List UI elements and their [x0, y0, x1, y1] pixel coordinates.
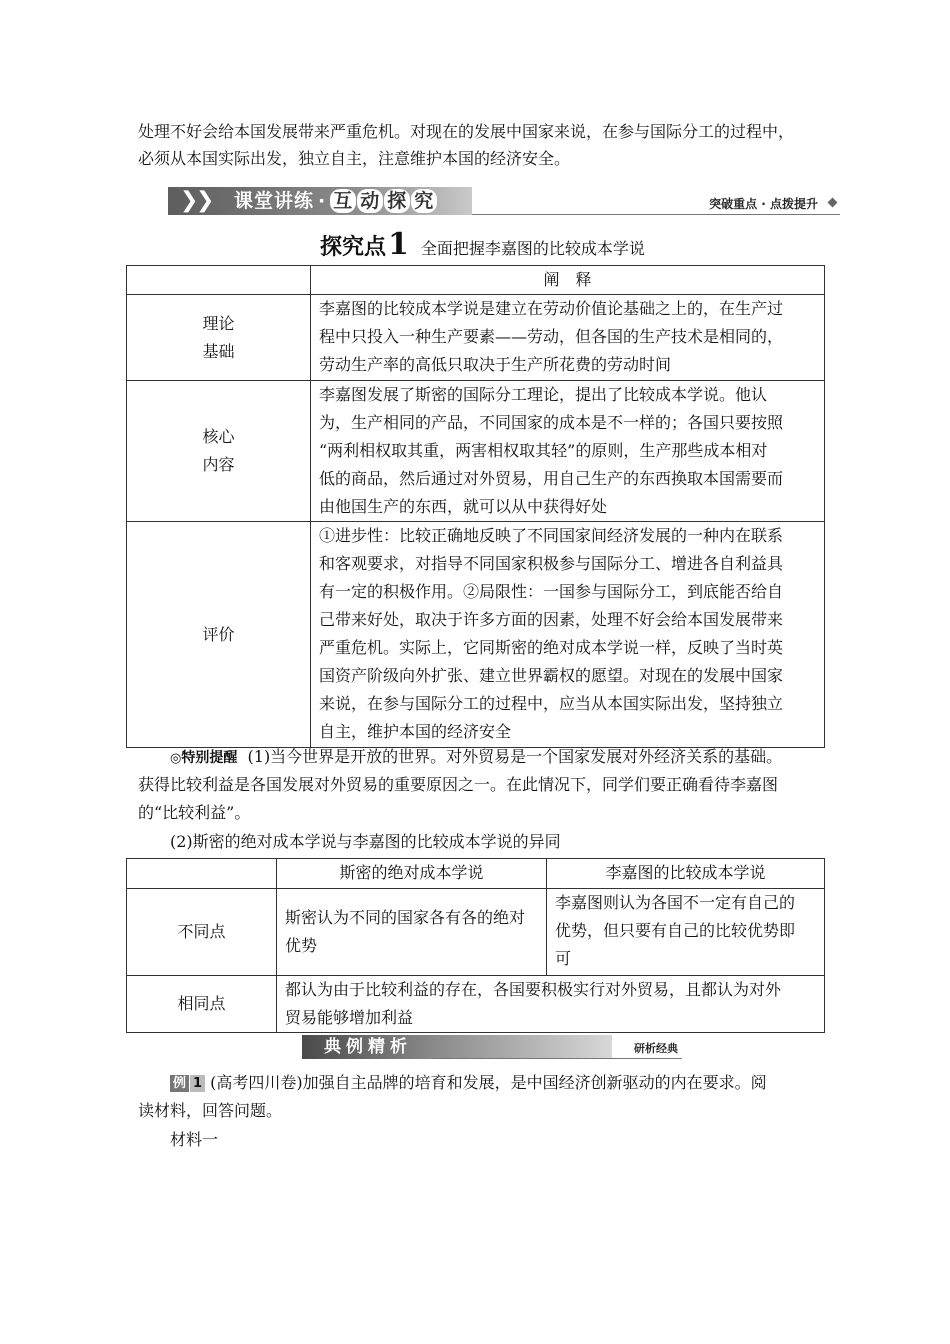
row-label: 评价 [127, 522, 311, 748]
banner-title [234, 189, 438, 213]
row-content: 李嘉图的比较成本学说是建立在劳动价值论基础之上的，在生产过 程中只投入一种生产要素——劳动，但各国的生产技术是相同的， 劳动生产率的高低只取决于生产所花费的劳动时间 [311, 295, 825, 381]
banner-boxed-char: 互 [330, 189, 356, 213]
reminder-line-4: (2)斯密的绝对成本学说与李嘉图的比较成本学说的异同 [170, 832, 561, 851]
table-header: 阐 释 [311, 266, 825, 295]
row-label: 理论 基础 [127, 295, 311, 381]
example-banner [302, 1035, 682, 1059]
table-row [127, 522, 825, 748]
column-header-smith: 斯密的绝对成本学说 [277, 859, 547, 889]
banner-rule [472, 214, 840, 215]
table-row [127, 889, 825, 976]
intro-line-2: 必须从本国实际出发，独立自主，注意维护本国的经济安全。 [138, 149, 571, 168]
chevron-right-icon: ❯ [196, 188, 215, 213]
cell-ricardo: 李嘉图则认为各国不一定有自己的 优势，但只要有自己的比较优势即 可 [547, 889, 825, 976]
reminder-line-1 [170, 744, 782, 772]
comparison-table [126, 858, 825, 1033]
example-line-1 [170, 1070, 767, 1096]
cell-same: 都认为由于比较利益的存在，各国要积极实行对外贸易，且都认为对外 贸易能够增加利益 [277, 976, 825, 1033]
table-header-empty [127, 266, 311, 295]
banner-separator: · [318, 190, 327, 212]
banner-title-main: 课堂讲练 [234, 190, 315, 212]
reminder-line-3: 的“比较利益”。 [138, 803, 251, 822]
intro-line-1: 处理不好会给本国发展带来严重危机。对现在的发展中国家来说，在参与国际分工的过程中， [138, 122, 795, 141]
reminder-text: (1)当今世界是开放的世界。对外贸易是一个国家发展对外经济关系的基础。 [247, 747, 783, 766]
example-text: (高考四川卷)加强自主品牌的培育和发展，是中国经济创新驱动的内在要求。阅 [210, 1073, 767, 1092]
banner-boxed-char: 究 [411, 189, 437, 213]
theory-table [126, 265, 825, 748]
section-heading [320, 227, 645, 262]
example-tag: 例 [170, 1075, 189, 1092]
example-number: 1 [190, 1075, 205, 1092]
section-label: 探究点 [320, 235, 387, 260]
reminder-label: 特别提醒 [181, 750, 238, 766]
reminder-line-2: 获得比较利益是各国发展对外贸易的重要原因之一。在此情况下，同学们要正确看待李嘉图 [138, 775, 779, 794]
chevron-right-icon: ❯ [180, 188, 199, 213]
example-line-3: 材料一 [170, 1130, 219, 1149]
row-content: ①进步性：比较正确地反映了不同国家间经济发展的一种内在联系 和客观要求，对指导不同国家积极参与国际分工、增进各自利益具 有一定的积极作用。②局限性：一国参与国际分工，到底能否给自 己带来好处，取决于许多方面的因素，处理不好会给本国发展带来 严重危机。实际上，它同斯密的绝对成本学说一样，反映了当时英 国资产阶级向外扩张、建立世界霸权的愿望。对现在的发展中国家 来说，在参与国际分工的过程中，应当从本国实际出发，坚持独立 自主，维护本国的经济安全 [311, 522, 825, 748]
banner-rule [432, 1058, 682, 1059]
banner-subtitle: 突破重点 · 点拨提升 [709, 197, 818, 211]
cell-smith: 斯密认为不同的国家各有各的绝对 优势 [277, 889, 547, 976]
banner-boxed-char: 探 [384, 189, 410, 213]
section-banner [168, 187, 840, 215]
table-row [127, 295, 825, 381]
section-title: 全面把握李嘉图的比较成本学说 [420, 239, 645, 258]
row-label: 核心 内容 [127, 381, 311, 522]
table-header-empty [127, 859, 277, 889]
example-banner-title: 典例精析 [324, 1037, 412, 1057]
row-content: 李嘉图发展了斯密的国际分工理论，提出了比较成本学说。他认 为，生产相同的产品，不同国家的成本是不一样的；各国只要按照 “两利相权取其重，两害相权取其轻”的原则，生产那些成本相对 低的商品，然后通过对外贸易，用自己生产的东西换取本国需要而 由他国生产的东西，就可以从中获得好处 [311, 381, 825, 522]
row-label: 相同点 [127, 976, 277, 1033]
table-row [127, 381, 825, 522]
example-line-2: 读材料，回答问题。 [138, 1101, 283, 1120]
example-banner-subtitle: 研析经典 [634, 1042, 678, 1055]
table-row [127, 976, 825, 1033]
diamond-icon [828, 198, 838, 208]
reminder-icon: ◎ [170, 751, 182, 766]
section-number: 1 [388, 227, 409, 262]
banner-boxed-char: 动 [357, 189, 383, 213]
column-header-ricardo: 李嘉图的比较成本学说 [547, 859, 825, 889]
row-label: 不同点 [127, 889, 277, 976]
